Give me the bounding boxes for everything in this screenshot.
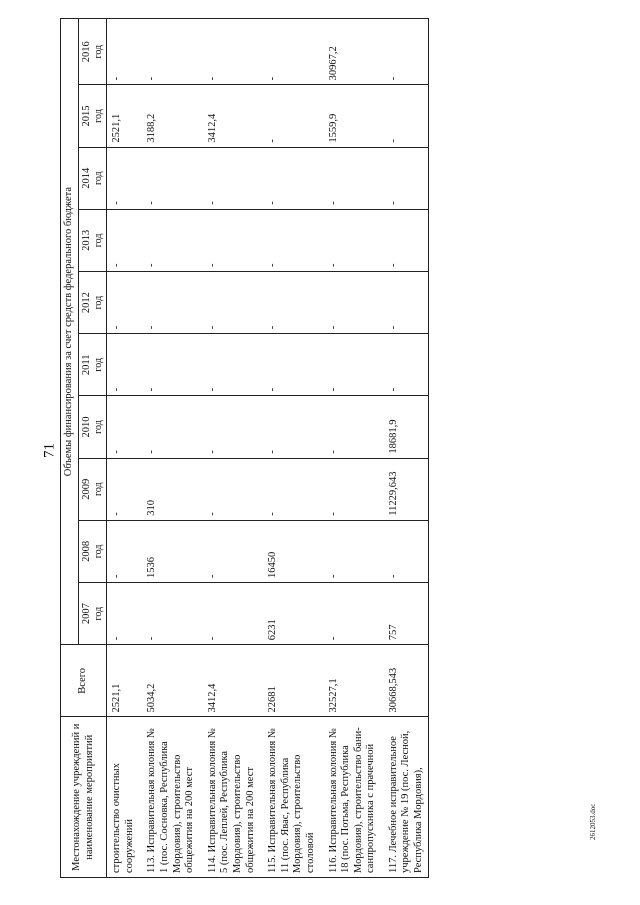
row-total: 5034,2 xyxy=(138,645,198,717)
row-value-2014: - xyxy=(199,147,259,209)
year-header-2014 xyxy=(78,147,107,209)
row-value-2015: - xyxy=(259,85,319,147)
table-row xyxy=(199,19,259,878)
row-value-2016: - xyxy=(107,19,139,85)
row-value-2007: - xyxy=(138,583,198,645)
row-value-2010: - xyxy=(199,396,259,458)
row-value-2007: - xyxy=(199,583,259,645)
row-name: 115. Исправительная колония № 11 (пос. Явас, Республика Мордовия), строительство столовой xyxy=(259,717,319,878)
year-header-2016 xyxy=(78,19,107,85)
row-value-2011: - xyxy=(380,334,428,396)
row-value-2014: - xyxy=(320,147,380,209)
row-value-2013: - xyxy=(138,209,198,271)
year-unit: год xyxy=(93,544,105,559)
row-value-2009: - xyxy=(320,458,380,520)
year-header-2011 xyxy=(78,334,107,396)
row-value-2007: 757 xyxy=(380,583,428,645)
row-value-2014: - xyxy=(138,147,198,209)
row-value-2007: - xyxy=(107,583,139,645)
row-value-2014: - xyxy=(380,147,428,209)
year-header-2015 xyxy=(78,85,107,147)
row-value-2010: - xyxy=(320,396,380,458)
year-label: 2014 xyxy=(80,167,92,189)
row-value-2012: - xyxy=(380,271,428,333)
row-value-2008: 16450 xyxy=(259,520,319,582)
row-value-2012: - xyxy=(107,271,139,333)
row-value-2008: - xyxy=(107,520,139,582)
year-header-2009 xyxy=(78,458,107,520)
location-header: Местонахождение учреждений и наименование мероприятий xyxy=(61,717,107,878)
row-value-2016: - xyxy=(199,19,259,85)
table-body xyxy=(107,19,428,878)
row-value-2016: - xyxy=(138,19,198,85)
row-value-2009: - xyxy=(199,458,259,520)
row-value-2016: - xyxy=(259,19,319,85)
row-value-2012: - xyxy=(259,271,319,333)
row-value-2008: - xyxy=(380,520,428,582)
row-total: 3412,4 xyxy=(199,645,259,717)
row-value-2013: - xyxy=(320,209,380,271)
row-value-2013: - xyxy=(107,209,139,271)
row-value-2010: - xyxy=(107,396,139,458)
row-value-2016: 30967,2 xyxy=(320,19,380,85)
year-label: 2009 xyxy=(80,478,92,500)
row-value-2014: - xyxy=(107,147,139,209)
row-value-2013: - xyxy=(199,209,259,271)
row-name: 116. Исправительная колония № 18 (пос. Потьма, Республика Мордовия), строительство бани-санпропускника с прачечной xyxy=(320,717,380,878)
row-value-2010: 18681,9 xyxy=(380,396,428,458)
row-total: 22681 xyxy=(259,645,319,717)
year-label: 2016 xyxy=(80,41,92,63)
year-unit: год xyxy=(93,482,105,497)
year-label: 2013 xyxy=(80,229,92,251)
row-value-2009: - xyxy=(259,458,319,520)
row-value-2013: - xyxy=(380,209,428,271)
row-value-2010: - xyxy=(259,396,319,458)
row-value-2015: 2521,1 xyxy=(107,85,139,147)
row-name: 117. Лечебное исправительное учреждение № 19 (пос. Лесной, Республика Мордовия), xyxy=(380,717,428,878)
table-row xyxy=(380,19,428,878)
row-total: 2521,1 xyxy=(107,645,139,717)
row-value-2015: 3412,4 xyxy=(199,85,259,147)
year-unit: год xyxy=(93,295,105,310)
row-value-2013: - xyxy=(259,209,319,271)
row-total: 30668,543 xyxy=(380,645,428,717)
year-unit: год xyxy=(93,109,105,123)
table-row xyxy=(320,19,380,878)
row-value-2010: - xyxy=(138,396,198,458)
row-total: 32527,1 xyxy=(320,645,380,717)
row-value-2015: 1559,9 xyxy=(320,85,380,147)
row-value-2009: - xyxy=(107,458,139,520)
year-label: 2010 xyxy=(80,416,92,438)
row-value-2009: 11229,643 xyxy=(380,458,428,520)
funding-table xyxy=(60,18,429,878)
year-label: 2012 xyxy=(80,292,92,314)
year-header-2007 xyxy=(78,583,107,645)
row-value-2015: 3188,2 xyxy=(138,85,198,147)
year-label: 2007 xyxy=(80,603,92,625)
row-value-2011: - xyxy=(138,334,198,396)
footer-filename: 2612053.doc xyxy=(589,803,597,840)
year-unit: год xyxy=(93,606,105,621)
year-unit: год xyxy=(93,420,105,434)
row-value-2011: - xyxy=(107,334,139,396)
row-value-2007: 6231 xyxy=(259,583,319,645)
year-label: 2015 xyxy=(80,105,92,127)
row-value-2008: - xyxy=(199,520,259,582)
year-header-2008 xyxy=(78,520,107,582)
year-header-2012 xyxy=(78,271,107,333)
year-unit: год xyxy=(93,357,105,372)
row-value-2014: - xyxy=(259,147,319,209)
row-value-2011: - xyxy=(259,334,319,396)
row-value-2011: - xyxy=(320,334,380,396)
page-number: 71 xyxy=(41,443,58,458)
rotated-table-container xyxy=(60,18,610,878)
year-unit: год xyxy=(93,233,105,248)
year-unit: год xyxy=(93,171,105,186)
row-value-2012: - xyxy=(138,271,198,333)
row-value-2008: 1536 xyxy=(138,520,198,582)
table-row xyxy=(259,19,319,878)
row-value-2015: - xyxy=(380,85,428,147)
row-value-2011: - xyxy=(199,334,259,396)
table-row xyxy=(107,19,139,878)
row-value-2012: - xyxy=(320,271,380,333)
year-header-2013 xyxy=(78,209,107,271)
year-unit: год xyxy=(93,44,105,59)
row-value-2008: - xyxy=(320,520,380,582)
year-label: 2008 xyxy=(80,540,92,562)
year-label: 2011 xyxy=(80,354,92,376)
year-header-2010 xyxy=(78,396,107,458)
row-name: 113. Исправительная колония № 1 (пос. Сосновка, Республика Мордовия), строительство общежития на 200 мест xyxy=(138,717,198,878)
row-value-2012: - xyxy=(199,271,259,333)
table-row xyxy=(138,19,198,878)
row-value-2007: - xyxy=(320,583,380,645)
row-value-2009: 310 xyxy=(138,458,198,520)
row-name: 114. Исправительная колония № 5 (пос. Леплей, Республика Мордовия), строительство общежития на 200 мест xyxy=(199,717,259,878)
total-header: Всего xyxy=(61,645,107,717)
row-value-2016: - xyxy=(380,19,428,85)
row-name: строительство очистных сооружений xyxy=(107,717,139,878)
funding-group-header: Объемы финансирования за счет средств федерального бюджета xyxy=(61,19,79,645)
